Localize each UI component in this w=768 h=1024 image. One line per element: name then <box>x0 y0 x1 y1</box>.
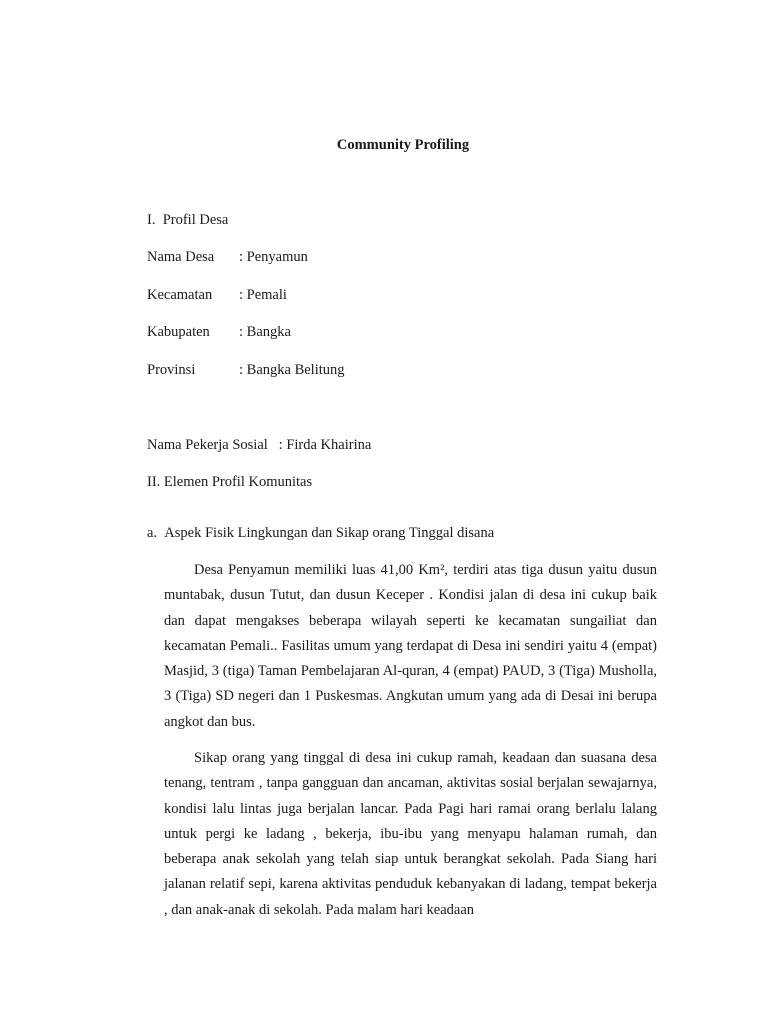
field-value: : Penyamun <box>239 249 308 265</box>
subheading-aspek-fisik: a. Aspek Fisik Lingkungan dan Sikap orang Tinggal disana <box>147 525 495 541</box>
paragraph-aspek-fisik: Desa Penyamun memiliki luas 41,00 Km², terdiri atas tiga dusun yaitu dusun muntabak, dusun Tutut, dan dusun Keceper . Kondisi jalan di desa ini cukup baik dan dapat mengakses beberapa wilayah seperti ke kecamatan sungailiat dan kecamatan Pemali.. Fasilitas umum yang terdapat di Desa ini sendiri yaitu 4 (empat) Masjid, 3 (tiga) Taman Pembelajaran Al-quran, 4 (empat) PAUD, 3 (Tiga) Musholla, 3 (Tiga) SD negeri dan 1 Puskesmas. Angkutan umum yang ada di Desai ini berupa angkot dan bus. <box>164 562 657 730</box>
document-title: Community Profiling <box>336 137 470 153</box>
field-label: Nama Desa <box>147 249 215 265</box>
field-value: : Bangka Belitung <box>239 362 345 378</box>
section-heading-profil-desa: I. Profil Desa <box>147 212 229 228</box>
paragraph-sikap-orang: Sikap orang yang tinggal di desa ini cukup ramah, keadaan dan suasana desa tenang, tentram , tanpa gangguan dan ancaman, aktivitas sosial berjalan sewajarnya, kondisi lalu lintas juga berjalan lancar. Pada Pagi hari ramai orang berlalu lalang untuk pergi ke ladang , bekerja, ibu-ibu yang menyapu halaman rumah, dan beberapa anak sekolah yang telah siap untuk berangkat sekolah. Pada Siang hari jalanan relatif sepi, karena aktivitas penduduk kebanyakan di ladang, tempat bekerja , dan anak-anak di sekolah. Pada malam hari keadaan <box>164 750 657 918</box>
field-value: : Pemali <box>239 287 287 303</box>
field-label: Kecamatan <box>147 287 213 303</box>
field-label: Provinsi <box>147 362 196 378</box>
field-value: : Bangka <box>239 324 291 340</box>
field-label: Kabupaten <box>147 324 210 340</box>
section-heading-elemen-profil: II. Elemen Profil Komunitas <box>147 474 313 490</box>
field-pekerja-sosial: Nama Pekerja Sosial : Firda Khairina <box>147 437 372 453</box>
